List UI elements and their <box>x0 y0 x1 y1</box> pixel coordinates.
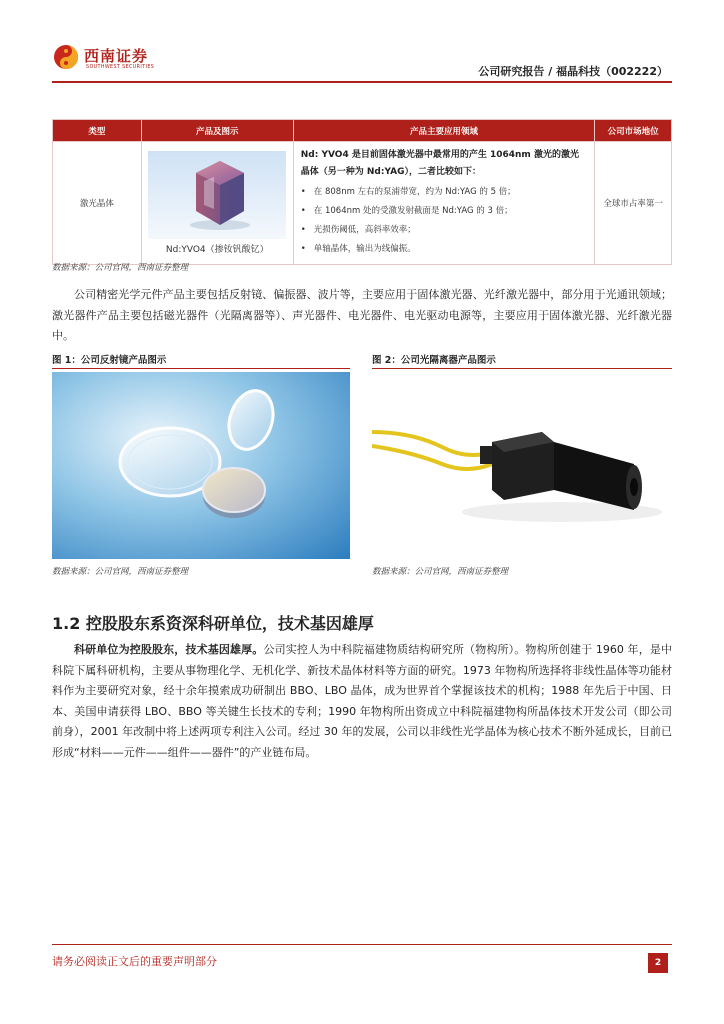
type-cell: 激光晶体 <box>53 142 142 265</box>
figure-title: 图 2：公司光隔离器产品图示 <box>372 355 496 366</box>
footer-disclaimer: 请务必阅读正文后的重要声明部分 <box>52 955 217 968</box>
logo-subtext: SOUTHWEST SECURITIES <box>86 65 155 70</box>
table-header-row <box>53 120 672 142</box>
figure-divider <box>372 368 672 369</box>
footer-divider <box>52 944 672 945</box>
table-row <box>53 142 672 265</box>
section-paragraph <box>52 640 672 763</box>
table-header: 产品及图示 <box>141 120 293 142</box>
figure-source: 数据来源：公司官网，西南证券整理 <box>372 567 509 577</box>
list-item: • 光损伤阈低，高斜率效率； <box>301 221 593 240</box>
list-item: • 在 808nm 左右的泵浦带宽，约为 Nd:YAG 的 5 倍； <box>301 183 593 202</box>
mirror-image <box>52 372 350 559</box>
application-cell <box>293 142 594 265</box>
list-item: • 在 1064nm 处的受激发射截面是 Nd:YAG 的 3 倍； <box>301 202 593 221</box>
market-cell: 全球市占率第一 <box>595 142 672 265</box>
logo-icon <box>53 44 79 70</box>
figure-title: 图 1：公司反射镜产品图示 <box>52 355 167 366</box>
page-number: 2 <box>648 953 668 973</box>
figure-divider <box>52 368 350 369</box>
table-header: 类型 <box>53 120 142 142</box>
lead-sentence: 科研单位为控股股东，技术基因雄厚。 <box>74 643 264 656</box>
header-divider <box>52 81 672 83</box>
section-heading: 1.2 控股股东系资深科研单位，技术基因雄厚 <box>52 614 374 633</box>
isolator-image <box>372 372 672 559</box>
application-title: Nd: YVO4 是目前固体激光器中最常用的产生 1064nm 激光的激光晶体（另一种为 Nd:YAG），二者比较如下： <box>300 150 579 177</box>
application-list <box>295 183 593 259</box>
product-cell <box>141 142 293 265</box>
table-source: 数据来源：公司官网，西南证券整理 <box>52 263 189 273</box>
logo-text: 西南证券 <box>84 47 149 65</box>
product-table <box>52 119 672 265</box>
list-item: • 单轴晶体，输出为线偏振。 <box>301 240 593 259</box>
table-header: 产品主要应用领域 <box>293 120 594 142</box>
figure-source: 数据来源：公司官网，西南证券整理 <box>52 567 189 577</box>
body-paragraph: 公司精密光学元件产品主要包括反射镜、偏振器、波片等，主要应用于固体激光器、光纤激光器中，部分用于光通讯领域；激光器件产品主要包括磁光器件（光隔离器等）、声光器件、电光器件、电光驱动电源等，主要应用于固体激光器、光纤激光器中。 <box>52 288 672 342</box>
report-title: 公司研究报告 / 福晶科技（002222） <box>478 65 668 78</box>
section-body: 公司实控人为中科院福建物质结构研究所（物构所）。物构所创建于 1960 年，是中科院下属科研机构，主要从事物理化学、无机化学、新技术晶体材料等方面的研究。1973 年物构所选择将非线性晶体等功能材料作为主要研究对象，经十余年摸索成功研制出 BBO、LBO 晶体，成为世界首个掌握该技术的机构；1988 年先后于中国、日本、美国申请获得 LBO、BBO 等关键生长技术的专利；1990 年物构所出资成立中科院福建物构所晶体技术开发公司（即公司前身），2001 年改制中将上述两项专利注入公司。经过 30 年的发展，公司以非线性光学晶体为核心技术不断外延成长，目前已形成“材料——元件——组件——器件”的产业链布局。 <box>52 643 672 759</box>
product-caption: Nd:YVO4（掺钕钒酸钇） <box>165 245 269 255</box>
table-header: 公司市场地位 <box>595 120 672 142</box>
crystal-image <box>148 151 286 239</box>
